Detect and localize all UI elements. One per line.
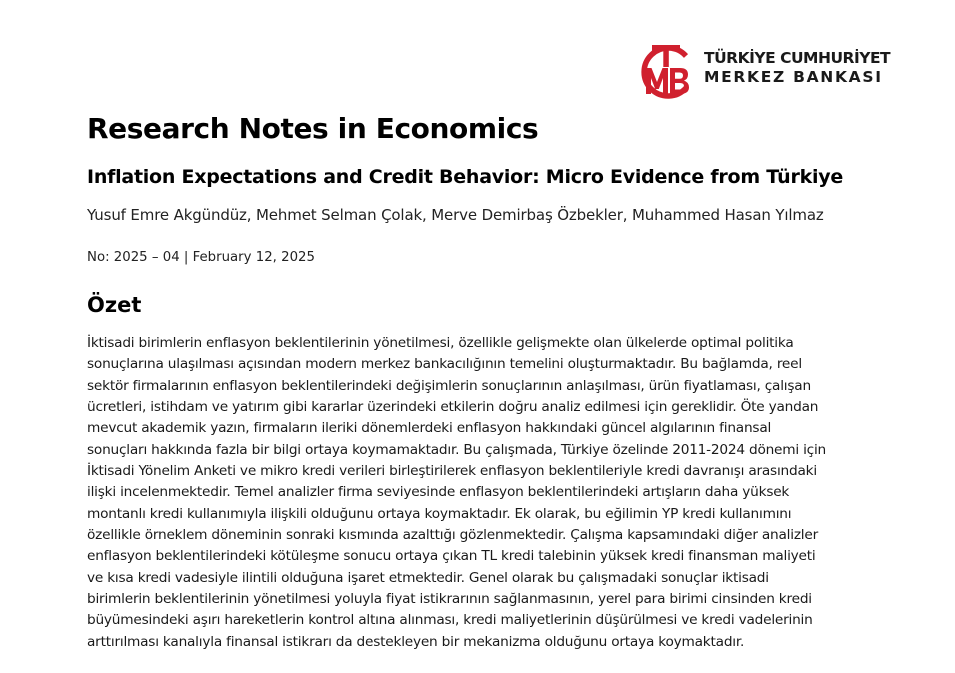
abstract-line: enflasyon beklentilerindeki kötüleşme sonucu ortaya çıkan TL kredi talebinin yüksek kredi finansman maliyeti — [87, 548, 816, 565]
abstract-line: mevcut akademik yazın, firmaların ileriki dönemlerdeki enflasyon hakkındaki güncel algılarının finansal — [87, 420, 772, 437]
abstract-heading: Özet — [87, 293, 142, 317]
abstract-line: sonuçlarına ulaşılması açısından modern merkez bankacılığının temelini oluşturmaktadır. Bu bağlamda, reel — [87, 356, 802, 373]
abstract-line: İktisadi Yönelim Anketi ve mikro kredi verileri birleştirilerek enflasyon beklentileriyle kredi davranışı arasındaki — [87, 463, 817, 480]
abstract-line: ücretleri, istihdam ve yatırım gibi kararlar üzerindeki etkilerin doğru analiz edilmesi için gereklidir. Öte yandan — [87, 399, 819, 416]
logo-line-2: MERKEZ BANKASI — [704, 68, 883, 86]
abstract-line: büyümesindeki aşırı hareketlerin kontrol altına alınması, kredi maliyetlerinin düşürülmesi ve kredi vadelerinin — [87, 612, 813, 629]
paper-title: Inflation Expectations and Credit Behavior: Micro Evidence from Türkiye — [87, 166, 843, 188]
abstract-line: birimlerin beklentilerinin yönetilmesi yoluyla fiyat istikrarının sağlanmasının, yerel para birimi cinsinden kredi — [87, 591, 812, 608]
author-list: Yusuf Emre Akgündüz, Mehmet Selman Çolak, Merve Demirbaş Özbekler, Muhammed Hasan Yılmaz — [87, 206, 824, 224]
abstract-body — [87, 333, 897, 653]
logo-wordmark — [704, 49, 909, 87]
issue-number-and-date: No: 2025 – 04 | February 12, 2025 — [87, 250, 315, 265]
abstract-line: İktisadi birimlerin enflasyon beklentilerinin yönetilmesi, özellikle gelişmekte olan ülkelerde optimal politika — [87, 335, 794, 351]
tcmb-logo-icon — [636, 42, 696, 100]
abstract-line: sektör firmalarının enflasyon beklentilerindeki değişimlerin sonuçlarının anlaşılması, ürün fiyatlaması, çalışan — [87, 377, 811, 394]
series-title: Research Notes in Economics — [87, 112, 539, 145]
logo-line-1: TÜRKİYE CUMHURİYET — [704, 49, 891, 67]
abstract-line: arttırılması kanalıyla finansal istikrarı da destekleyen bir mekanizma olduğunu ortaya koymaktadır. — [87, 633, 745, 650]
abstract-line: özellikle örneklem döneminin sonraki kısmında azalttığı gözlenmektedir. Çalışma kapsamındaki diğer analizler — [87, 527, 818, 544]
abstract-line: ilişki incelenmektedir. Temel analizler firma seviyesinde enflasyon beklentilerindeki artışların daha yüksek — [87, 484, 790, 501]
abstract-line: montanlı kredi kullanımıyla ilişkili olduğunu ortaya koymaktadır. Ek olarak, bu eğilimin YP kredi kullanımını — [87, 505, 792, 522]
institution-logo — [636, 42, 906, 100]
abstract-line: ve kısa kredi vadesiyle ilintili olduğuna işaret etmektedir. Genel olarak bu çalışmadaki sonuçlar iktisadi — [87, 569, 769, 586]
abstract-line: sonuçları hakkında fazla bir bilgi ortaya koymamaktadır. Bu çalışmada, Türkiye özelinde 2011-2024 dönemi için — [87, 441, 827, 458]
